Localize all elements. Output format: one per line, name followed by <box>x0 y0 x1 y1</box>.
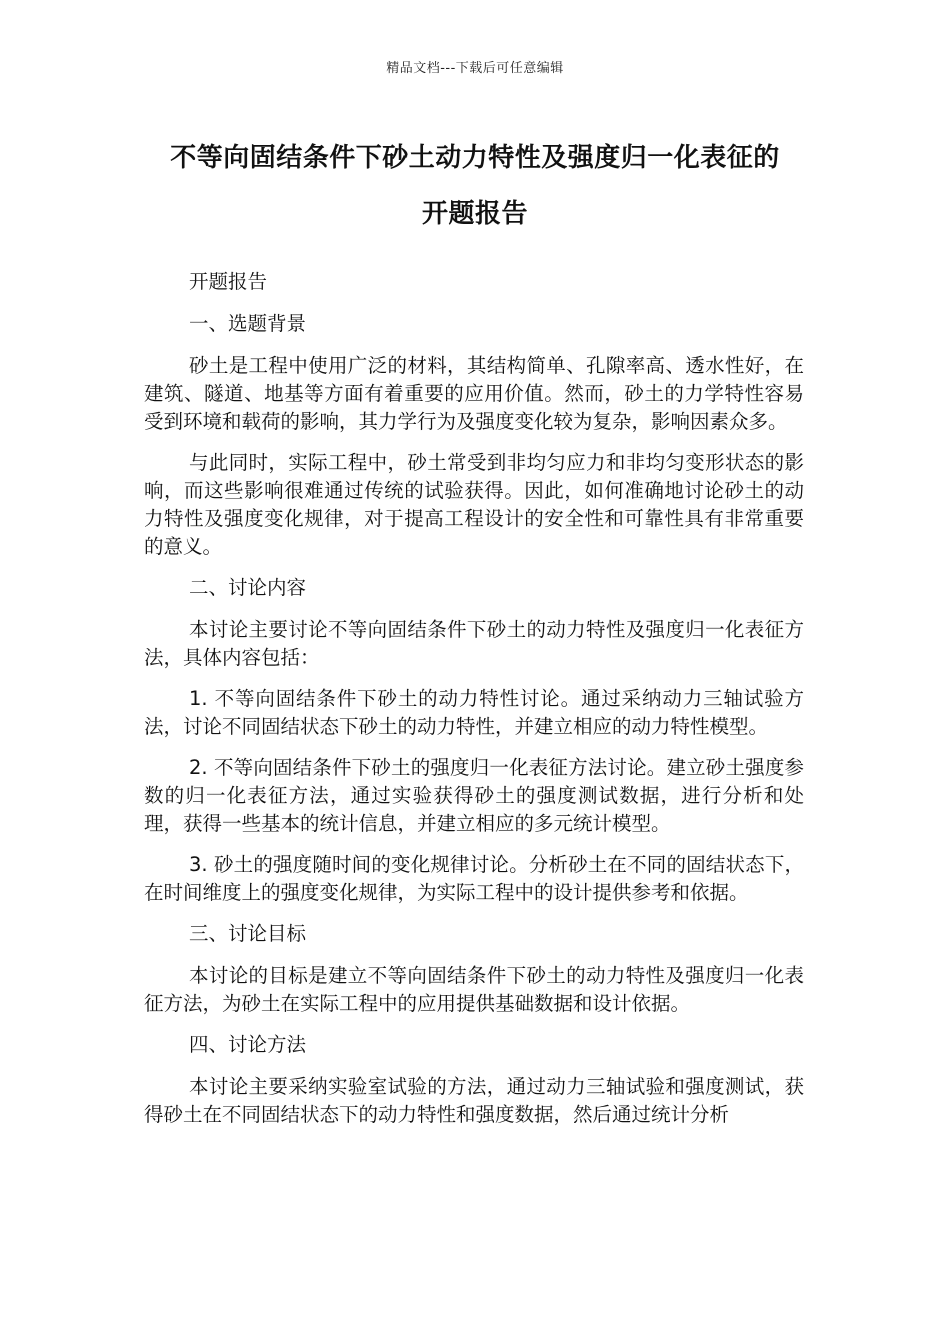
section-label: 开题报告 <box>189 270 268 293</box>
list-item: 3. 砂土的强度随时间的变化规律讨论。分析砂土在不同的固结状态下，在时间维度上的强度变化规律，为实际工程中的设计提供参考和依据。 <box>144 853 804 904</box>
page-header: 精品文档---下载后可任意编辑 <box>386 61 564 76</box>
paragraph: 本讨论的目标是建立不等向固结条件下砂土的动力特性及强度归一化表征方法，为砂土在实际工程中的应用提供基础数据和设计依据。 <box>144 964 804 1015</box>
list-item: 1. 不等向固结条件下砂土的动力特性讨论。通过采纳动力三轴试验方法，讨论不同固结状态下砂土的动力特性，并建立相应的动力特性模型。 <box>144 687 804 738</box>
document-body <box>144 268 804 1142</box>
list-item: 2. 不等向固结条件下砂土的强度归一化表征方法讨论。建立砂土强度参数的归一化表征方法，通过实验获得砂土的强度测试数据，进行分析和处理，获得一些基本的统计信息，并建立相应的多元统计模型。 <box>144 756 804 835</box>
paragraph: 砂土是工程中使用广泛的材料，其结构简单、孔隙率高、透水性好，在建筑、隧道、地基等方面有着重要的应用价值。然而，砂土的力学特性容易受到环境和载荷的影响，其力学行为及强度变化较为复杂，影响因素众多。 <box>144 354 804 433</box>
document-title <box>120 130 830 242</box>
paragraph: 与此同时，实际工程中，砂土常受到非均匀应力和非均匀变形状态的影响，而这些影响很难通过传统的试验获得。因此，如何准确地讨论砂土的动力特性及强度变化规律，对于提高工程设计的安全性和可靠性具有非常重要的意义。 <box>144 451 804 558</box>
paragraph: 本讨论主要采纳实验室试验的方法，通过动力三轴试验和强度测试，获得砂土在不同固结状态下的动力特性和强度数据，然后通过统计分析 <box>144 1075 804 1126</box>
title-line-1: 不等向固结条件下砂土动力特性及强度归一化表征的 <box>170 143 780 173</box>
title-line-2: 开题报告 <box>421 199 528 229</box>
section-heading-methods: 四、讨论方法 <box>189 1033 307 1056</box>
paragraph: 本讨论主要讨论不等向固结条件下砂土的动力特性及强度归一化表征方法，具体内容包括： <box>144 618 804 669</box>
section-heading-background: 一、选题背景 <box>189 312 307 335</box>
section-heading-content: 二、讨论内容 <box>189 576 307 599</box>
section-heading-goals: 三、讨论目标 <box>189 922 307 945</box>
